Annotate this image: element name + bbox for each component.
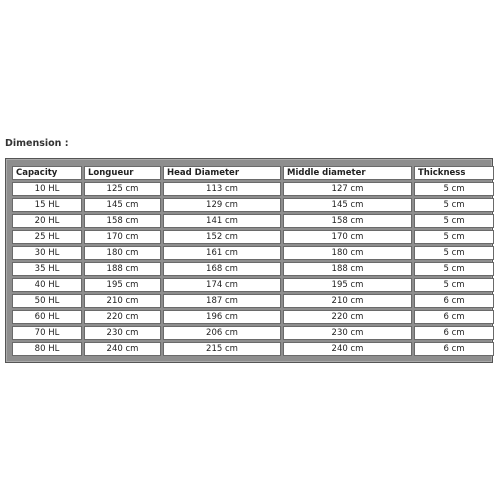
table-cell: 60 HL bbox=[12, 310, 82, 324]
table-cell: 5 cm bbox=[414, 246, 494, 260]
table-cell: 180 cm bbox=[84, 246, 161, 260]
table-header-row bbox=[12, 166, 494, 180]
table-cell: 220 cm bbox=[283, 310, 412, 324]
table-cell: 170 cm bbox=[84, 230, 161, 244]
table-row bbox=[12, 278, 494, 292]
table-cell: 35 HL bbox=[12, 262, 82, 276]
table-row bbox=[12, 326, 494, 340]
header-head-diameter: Head Diameter bbox=[163, 166, 281, 180]
table-cell: 206 cm bbox=[163, 326, 281, 340]
table-cell: 174 cm bbox=[163, 278, 281, 292]
table-cell: 25 HL bbox=[12, 230, 82, 244]
table-cell: 158 cm bbox=[84, 214, 161, 228]
table-cell: 50 HL bbox=[12, 294, 82, 308]
table-cell: 5 cm bbox=[414, 230, 494, 244]
table-cell: 145 cm bbox=[283, 198, 412, 212]
table-cell: 215 cm bbox=[163, 342, 281, 356]
table-row bbox=[12, 182, 494, 196]
table-cell: 161 cm bbox=[163, 246, 281, 260]
table-row bbox=[12, 198, 494, 212]
table-cell: 188 cm bbox=[283, 262, 412, 276]
table-cell: 180 cm bbox=[283, 246, 412, 260]
table-cell: 5 cm bbox=[414, 214, 494, 228]
table-cell: 230 cm bbox=[283, 326, 412, 340]
table-cell: 5 cm bbox=[414, 262, 494, 276]
table-cell: 5 cm bbox=[414, 278, 494, 292]
table-cell: 195 cm bbox=[84, 278, 161, 292]
table-cell: 158 cm bbox=[283, 214, 412, 228]
table-body bbox=[12, 182, 494, 356]
table-cell: 15 HL bbox=[12, 198, 82, 212]
section-heading: Dimension : bbox=[5, 138, 69, 149]
header-middle-diameter: Middle diameter bbox=[283, 166, 412, 180]
table-cell: 6 cm bbox=[414, 310, 494, 324]
table-cell: 152 cm bbox=[163, 230, 281, 244]
header-thickness: Thickness bbox=[414, 166, 494, 180]
table-cell: 145 cm bbox=[84, 198, 161, 212]
dimension-table-frame bbox=[5, 158, 493, 363]
table-row bbox=[12, 294, 494, 308]
header-capacity: Capacity bbox=[12, 166, 82, 180]
table-row bbox=[12, 342, 494, 356]
table-cell: 127 cm bbox=[283, 182, 412, 196]
table-cell: 168 cm bbox=[163, 262, 281, 276]
table-cell: 170 cm bbox=[283, 230, 412, 244]
table-row bbox=[12, 230, 494, 244]
table-cell: 125 cm bbox=[84, 182, 161, 196]
table-cell: 6 cm bbox=[414, 326, 494, 340]
table-cell: 6 cm bbox=[414, 294, 494, 308]
table-cell: 40 HL bbox=[12, 278, 82, 292]
table-row bbox=[12, 246, 494, 260]
table-cell: 240 cm bbox=[84, 342, 161, 356]
header-longueur: Longueur bbox=[84, 166, 161, 180]
table-cell: 230 cm bbox=[84, 326, 161, 340]
table-row bbox=[12, 262, 494, 276]
table-cell: 5 cm bbox=[414, 182, 494, 196]
dimension-table bbox=[10, 164, 496, 358]
table-cell: 80 HL bbox=[12, 342, 82, 356]
table-cell: 5 cm bbox=[414, 198, 494, 212]
table-row bbox=[12, 310, 494, 324]
table-cell: 210 cm bbox=[283, 294, 412, 308]
table-cell: 210 cm bbox=[84, 294, 161, 308]
table-cell: 20 HL bbox=[12, 214, 82, 228]
table-cell: 70 HL bbox=[12, 326, 82, 340]
table-cell: 6 cm bbox=[414, 342, 494, 356]
table-cell: 195 cm bbox=[283, 278, 412, 292]
table-cell: 30 HL bbox=[12, 246, 82, 260]
table-cell: 188 cm bbox=[84, 262, 161, 276]
table-cell: 187 cm bbox=[163, 294, 281, 308]
table-cell: 240 cm bbox=[283, 342, 412, 356]
table-cell: 10 HL bbox=[12, 182, 82, 196]
table-cell: 129 cm bbox=[163, 198, 281, 212]
table-cell: 113 cm bbox=[163, 182, 281, 196]
table-cell: 196 cm bbox=[163, 310, 281, 324]
table-row bbox=[12, 214, 494, 228]
table-cell: 220 cm bbox=[84, 310, 161, 324]
table-cell: 141 cm bbox=[163, 214, 281, 228]
